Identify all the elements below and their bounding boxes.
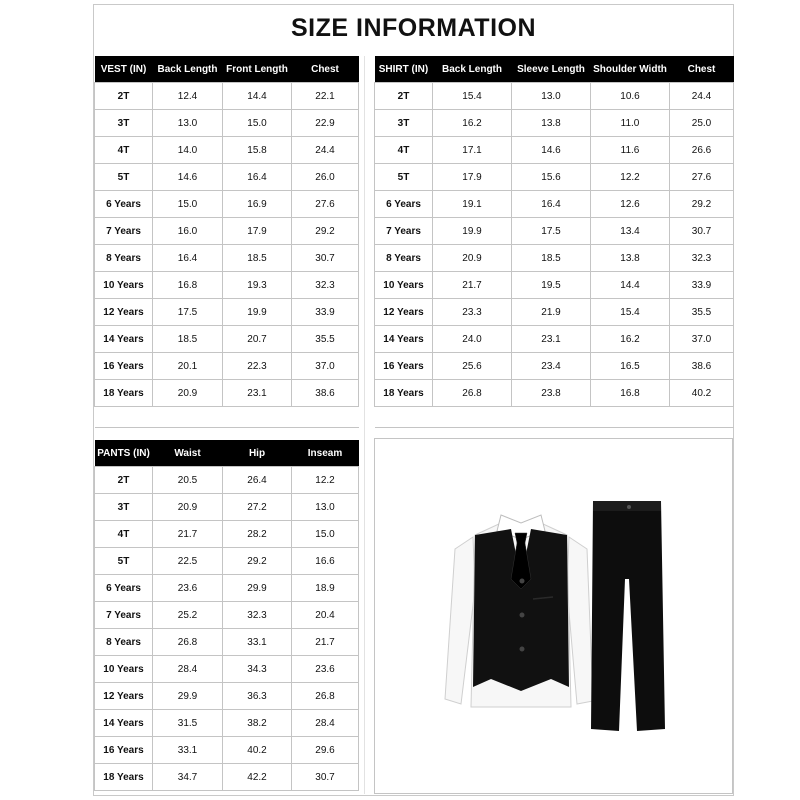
table-row [375,164,734,191]
measurement-cell: 23.4 [512,353,591,380]
spacer-cell [433,407,512,428]
size-label: 7 Years [95,602,153,629]
measurement-cell: 28.2 [223,521,292,548]
measurement-cell: 32.3 [292,272,359,299]
size-label: 12 Years [95,299,153,326]
measurement-cell: 32.3 [670,245,734,272]
shirt-size-table [374,56,734,428]
measurement-cell: 26.8 [433,380,512,407]
measurement-cell: 16.4 [512,191,591,218]
table-row [95,326,359,353]
measurement-cell: 20.5 [153,467,223,494]
size-label: 6 Years [95,575,153,602]
measurement-cell: 17.5 [512,218,591,245]
vest-size-table [94,56,359,428]
size-label: 12 Years [95,683,153,710]
size-label: 2T [95,467,153,494]
size-label: 8 Years [375,245,433,272]
size-label: 3T [95,494,153,521]
size-label: 8 Years [95,245,153,272]
measurement-cell: 21.9 [512,299,591,326]
shirt-column-header: Chest [670,56,734,83]
measurement-cell: 20.9 [153,494,223,521]
table-row [375,272,734,299]
measurement-cell: 19.5 [512,272,591,299]
measurement-cell: 13.8 [591,245,670,272]
table-row [95,83,359,110]
table-row [95,299,359,326]
measurement-cell: 33.9 [292,299,359,326]
measurement-cell: 16.8 [591,380,670,407]
size-label: 8 Years [95,629,153,656]
measurement-cell: 16.2 [433,110,512,137]
measurement-cell: 15.0 [292,521,359,548]
size-label: 2T [375,83,433,110]
measurement-cell: 16.4 [223,164,292,191]
measurement-cell: 25.2 [153,602,223,629]
size-label: 5T [375,164,433,191]
shirt-column-header: Back Length [433,56,512,83]
measurement-cell: 24.4 [670,83,734,110]
measurement-cell: 16.5 [591,353,670,380]
measurement-cell: 16.0 [153,218,223,245]
size-label: 6 Years [95,191,153,218]
measurement-cell: 23.1 [223,380,292,407]
measurement-cell: 26.4 [223,467,292,494]
measurement-cell: 20.7 [223,326,292,353]
table-row [375,191,734,218]
shirt-column-header: Shoulder Width [591,56,670,83]
spacer-row [375,407,734,428]
shirt-right-sleeve [567,537,593,704]
size-label: 10 Years [95,656,153,683]
measurement-cell: 34.7 [153,764,223,791]
table-row [95,629,359,656]
measurement-cell: 16.6 [292,548,359,575]
size-label: 6 Years [375,191,433,218]
spacer-row [95,407,359,428]
pants-column-header: Inseam [292,440,359,467]
size-label: 14 Years [375,326,433,353]
measurement-cell: 20.4 [292,602,359,629]
measurement-cell: 34.3 [223,656,292,683]
table-row [375,137,734,164]
measurement-cell: 22.5 [153,548,223,575]
table-row [95,710,359,737]
measurement-cell: 11.6 [591,137,670,164]
spacer-cell [512,407,591,428]
measurement-cell: 31.5 [153,710,223,737]
page-title: SIZE INFORMATION [290,14,537,42]
measurement-cell: 20.9 [153,380,223,407]
size-label: 4T [375,137,433,164]
vest-header-row [95,56,359,83]
measurement-cell: 19.9 [433,218,512,245]
pants-column-header: Hip [223,440,292,467]
measurement-cell: 24.0 [433,326,512,353]
measurement-cell: 30.7 [670,218,734,245]
measurement-cell: 29.9 [153,683,223,710]
measurement-cell: 29.9 [223,575,292,602]
measurement-cell: 21.7 [153,521,223,548]
shirt-body [375,83,734,428]
measurement-cell: 18.5 [512,245,591,272]
size-label: 2T [95,83,153,110]
measurement-cell: 15.6 [512,164,591,191]
measurement-cell: 37.0 [292,353,359,380]
measurement-cell: 33.1 [223,629,292,656]
measurement-cell: 24.4 [292,137,359,164]
table-row [375,218,734,245]
table-row [95,467,359,494]
table-row [95,137,359,164]
measurement-cell: 18.5 [153,326,223,353]
measurement-cell: 22.1 [292,83,359,110]
measurement-cell: 27.2 [223,494,292,521]
measurement-cell: 13.0 [512,83,591,110]
measurement-cell: 16.2 [591,326,670,353]
measurement-cell: 16.4 [153,245,223,272]
measurement-cell: 12.2 [591,164,670,191]
shirt-left-sleeve [445,537,475,704]
measurement-cell: 13.0 [292,494,359,521]
vest-column-header: Back Length [153,56,223,83]
size-label: 10 Years [375,272,433,299]
measurement-cell: 21.7 [292,629,359,656]
size-label: 12 Years [375,299,433,326]
measurement-cell: 10.6 [591,83,670,110]
pants [591,501,665,731]
measurement-cell: 14.0 [153,137,223,164]
measurement-cell: 29.6 [292,737,359,764]
table-row [375,245,734,272]
spacer-cell [153,407,223,428]
measurement-cell: 28.4 [153,656,223,683]
vest-body [95,83,359,428]
measurement-cell: 27.6 [670,164,734,191]
measurement-cell: 15.4 [591,299,670,326]
measurement-cell: 15.8 [223,137,292,164]
size-label: 18 Years [375,380,433,407]
measurement-cell: 16.8 [153,272,223,299]
table-row [95,353,359,380]
table-row [375,110,734,137]
measurement-cell: 29.2 [223,548,292,575]
shirt-column-header: Sleeve Length [512,56,591,83]
measurement-cell: 19.1 [433,191,512,218]
table-row [375,83,734,110]
size-label: 18 Years [95,764,153,791]
size-label: 14 Years [95,326,153,353]
measurement-cell: 36.3 [223,683,292,710]
size-label: 5T [95,164,153,191]
vest-column-header: Chest [292,56,359,83]
size-label: 16 Years [375,353,433,380]
vest-column-header: VEST (IN) [95,56,153,83]
measurement-cell: 12.2 [292,467,359,494]
size-label: 10 Years [95,272,153,299]
measurement-cell: 13.4 [591,218,670,245]
measurement-cell: 30.7 [292,764,359,791]
spacer-cell [223,407,292,428]
size-label: 4T [95,521,153,548]
table-row [95,683,359,710]
measurement-cell: 14.4 [223,83,292,110]
measurement-cell: 15.0 [223,110,292,137]
measurement-cell: 40.2 [223,737,292,764]
table-row [95,191,359,218]
size-label: 16 Years [95,353,153,380]
measurement-cell: 19.9 [223,299,292,326]
size-label: 7 Years [95,218,153,245]
measurement-cell: 17.1 [433,137,512,164]
pants-column-header: PANTS (IN) [95,440,153,467]
measurement-cell: 23.6 [292,656,359,683]
pants-body [95,467,359,791]
measurement-cell: 19.3 [223,272,292,299]
measurement-cell: 18.9 [292,575,359,602]
spacer-cell [95,407,153,428]
suit-product-photo [374,438,733,794]
measurement-cell: 15.0 [153,191,223,218]
measurement-cell: 40.2 [670,380,734,407]
table-row [375,380,734,407]
vest-column-header: Front Length [223,56,292,83]
measurement-cell: 20.1 [153,353,223,380]
measurement-cell: 23.1 [512,326,591,353]
size-label: 4T [95,137,153,164]
measurement-cell: 26.8 [292,683,359,710]
table-row [95,521,359,548]
measurement-cell: 22.9 [292,110,359,137]
table-row [95,218,359,245]
table-row [95,494,359,521]
measurement-cell: 25.6 [433,353,512,380]
measurement-cell: 12.4 [153,83,223,110]
measurement-cell: 29.2 [670,191,734,218]
spacer-cell [292,407,359,428]
measurement-cell: 15.4 [433,83,512,110]
table-row [95,656,359,683]
measurement-cell: 28.4 [292,710,359,737]
measurement-cell: 26.8 [153,629,223,656]
measurement-cell: 17.9 [433,164,512,191]
table-row [95,602,359,629]
measurement-cell: 11.0 [591,110,670,137]
size-label: 14 Years [95,710,153,737]
measurement-cell: 14.6 [512,137,591,164]
vest-button [520,579,525,584]
measurement-cell: 33.1 [153,737,223,764]
table-row [375,353,734,380]
measurement-cell: 23.6 [153,575,223,602]
measurement-cell: 13.0 [153,110,223,137]
measurement-cell: 17.5 [153,299,223,326]
table-row [95,110,359,137]
size-label: 5T [95,548,153,575]
table-row [95,548,359,575]
measurement-cell: 29.2 [292,218,359,245]
table-row [95,737,359,764]
pants-waistband [593,501,661,511]
spacer-cell [591,407,670,428]
measurement-cell: 14.6 [153,164,223,191]
measurement-cell: 21.7 [433,272,512,299]
measurement-cell: 26.6 [670,137,734,164]
shirt-header-row [375,56,734,83]
pants-button [627,505,631,509]
table-row [375,299,734,326]
shirt-column-header: SHIRT (IN) [375,56,433,83]
vest-button [520,647,525,652]
size-label: 3T [95,110,153,137]
measurement-cell: 20.9 [433,245,512,272]
measurement-cell: 16.9 [223,191,292,218]
measurement-cell: 38.6 [292,380,359,407]
measurement-cell: 25.0 [670,110,734,137]
measurement-cell: 14.4 [591,272,670,299]
spacer-cell [670,407,734,428]
size-label: 3T [375,110,433,137]
measurement-cell: 23.3 [433,299,512,326]
measurement-cell: 23.8 [512,380,591,407]
vest-button [520,613,525,618]
measurement-cell: 26.0 [292,164,359,191]
measurement-cell: 38.6 [670,353,734,380]
measurement-cell: 42.2 [223,764,292,791]
column-divider [364,56,365,794]
measurement-cell: 30.7 [292,245,359,272]
size-label: 16 Years [95,737,153,764]
measurement-cell: 35.5 [670,299,734,326]
table-row [375,326,734,353]
measurement-cell: 13.8 [512,110,591,137]
measurement-cell: 32.3 [223,602,292,629]
size-label: 7 Years [375,218,433,245]
table-row [95,380,359,407]
table-row [95,272,359,299]
spacer-cell [375,407,433,428]
table-row [95,245,359,272]
measurement-cell: 18.5 [223,245,292,272]
table-row [95,575,359,602]
size-label: 18 Years [95,380,153,407]
measurement-cell: 37.0 [670,326,734,353]
measurement-cell: 35.5 [292,326,359,353]
pants-column-header: Waist [153,440,223,467]
measurement-cell: 38.2 [223,710,292,737]
measurement-cell: 22.3 [223,353,292,380]
measurement-cell: 33.9 [670,272,734,299]
table-row [95,164,359,191]
measurement-cell: 27.6 [292,191,359,218]
suit-illustration [375,439,732,793]
measurement-cell: 12.6 [591,191,670,218]
pants-size-table [94,440,359,791]
pants-header-row [95,440,359,467]
measurement-cell: 17.9 [223,218,292,245]
table-row [95,764,359,791]
